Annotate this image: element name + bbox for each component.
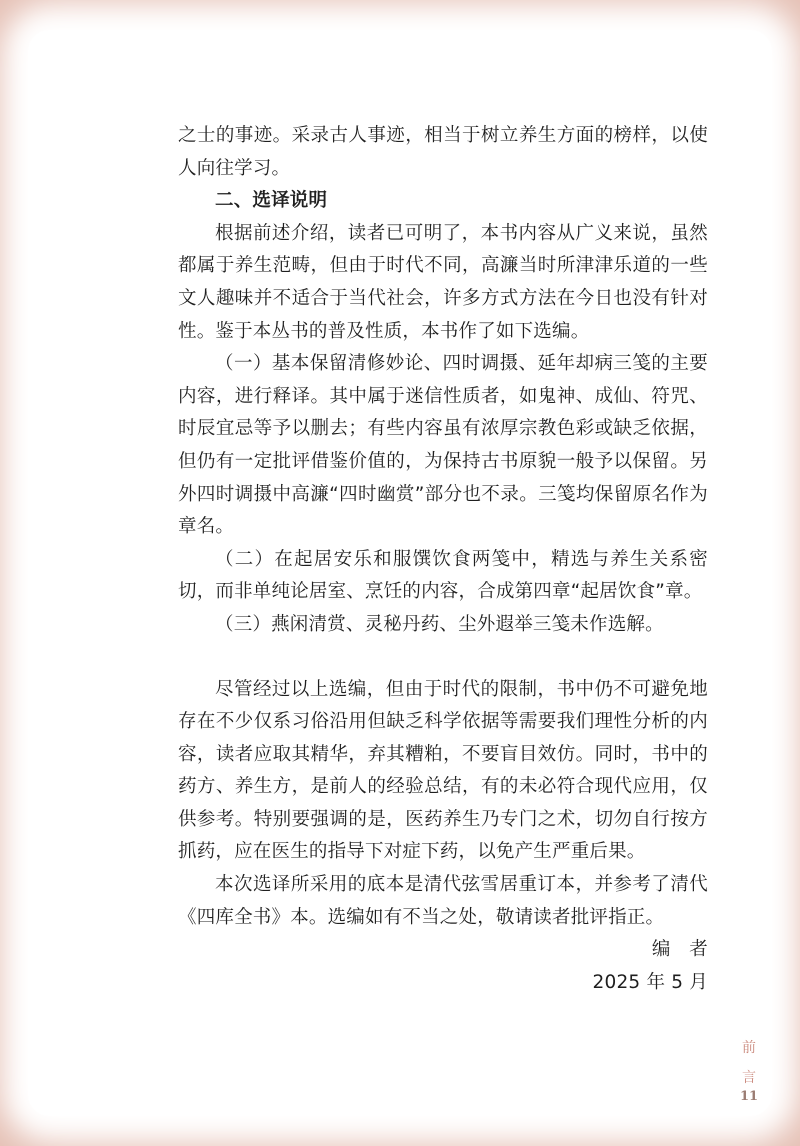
section-heading: 二、选译说明 — [215, 190, 328, 212]
paragraph-item-2: （二）在起居安乐和服馔饮食两笺中，精选与养生关系密切，而非单纯论居室、烹饪的内容，合成第四章“起居饮食”章。 — [178, 548, 708, 603]
paragraph-item-1: （一）基本保留清修妙论、四时调摄、延年却病三笺的主要内容，进行释译。其中属于迷信性质者，如鬼神、成仙、符咒、时辰宜忌等予以删去；有些内容虽有浓厚宗教色彩或缺乏依据，但仍有一定批评借鉴价值的，为保持古书原貌一般予以保留。另外四时调摄中高濂“四时幽赏”部分也不录。三笺均保留原名作为章名。 — [178, 353, 708, 538]
paragraph-intro: 根据前述介绍，读者已可明了，本书内容从广义来说，虽然都属于养生范畴，但由于时代不同，高濂当时所津津乐道的一些文人趣味并不适合于当代社会，许多方式方法在今日也没有针对性。鉴于本丛书的普及性质，本书作了如下选编。 — [178, 222, 708, 342]
side-label-char-1: 前 — [742, 1040, 756, 1056]
side-label-char-2: 言 — [742, 1070, 756, 1086]
body-text — [178, 120, 708, 999]
paragraph-edition: 本次选译所采用的底本是清代弦雪居重订本，并参考了清代《四库全书》本。选编如有不当之处，敬请读者批评指正。 — [178, 874, 708, 928]
signature-date: 2025 年 5 月 — [592, 971, 708, 993]
paragraph-item-3: （三）燕闲清赏、灵秘丹药、尘外遐举三笺未作选解。 — [215, 613, 664, 635]
paragraph-caution: 尽管经过以上选编，但由于时代的限制，书中仍不可避免地存在不少仅系习俗沿用但缺乏科学依据等需要我们理性分析的内容，读者应取其精华，弃其糟粕，不要盲目效仿。同时，书中的药方、养生方，是前人的经验总结，有的未必符合现代应用，仅供参考。特别要强调的是，医药养生乃专门之术，切勿自行按方抓药，应在医生的指导下对症下药，以免产生严重后果。 — [178, 678, 708, 863]
page-number: 11 — [739, 1089, 759, 1104]
paragraph-continuation: 之士的事迹。采录古人事迹，相当于树立养生方面的榜样，以使人向往学习。 — [178, 125, 708, 179]
paragraph-gap — [178, 642, 708, 674]
signature-author: 编 者 — [651, 939, 708, 961]
